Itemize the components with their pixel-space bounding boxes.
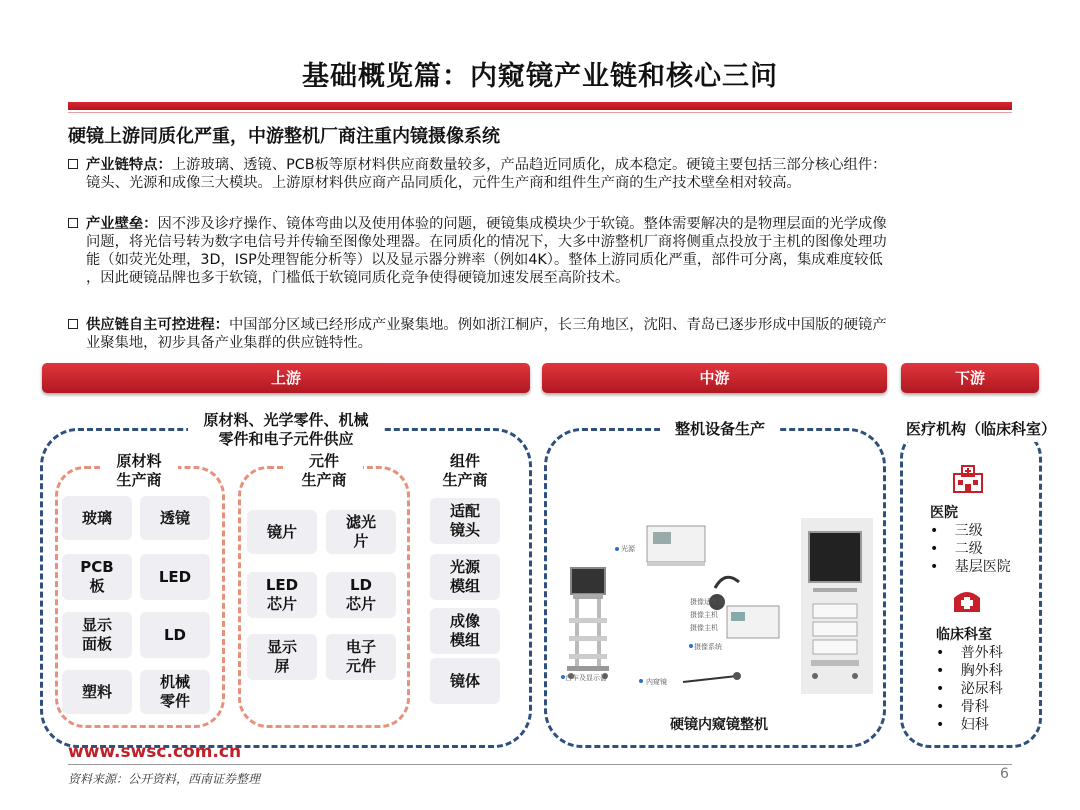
section-subtitle: 硬镜上游同质化严重，中游整机厂商注重内镜摄像系统 [68, 126, 500, 147]
clinic-dept-label: 普外科 [960, 645, 1003, 661]
bullet-line: ，因此硬镜品牌也多于软镜，门槛低于软镜同质化竞争使得硬镜加速发展至高阶技术。 [86, 270, 630, 286]
assembly-item-box: 光源 模组 [430, 554, 500, 600]
bullet-line: 中国部分区域已经形成产业聚集地。例如浙江桐庐，长三角地区，沈阳、青岛已逐步形成中国版的硬镜产 [228, 317, 887, 333]
hospital-title: 医院 [930, 505, 958, 521]
raw-item-box: 透镜 [140, 496, 210, 540]
hospital-level: • 二级 [930, 541, 983, 557]
bullet-line: 业聚集地，初步具备产业集群的供应链特性。 [86, 335, 372, 351]
bullet-line: 因不涉及诊疗操作、镜体弯曲以及使用体验的问题，硬镜集成模块少于软镜。整体需要解决的是物理层面的光学成像 [157, 216, 887, 232]
clinic-dept-label: 泌尿科 [960, 681, 1003, 697]
raw-item-box: LD [140, 612, 210, 658]
component-item-box: 电子 元件 [326, 634, 396, 680]
raw-material-header-line: 生产商 [116, 471, 162, 489]
assembly-header [430, 452, 500, 492]
raw-item-box: 机械 零件 [140, 670, 210, 714]
checkbox-bullet-icon [68, 319, 78, 329]
tower-icon [801, 518, 873, 694]
clinic-dept: • 泌尿科 [936, 681, 1003, 697]
label-camera-unit: 摄像主机 [690, 624, 718, 632]
upstream-group-label-line: 零件和电子元件供应 [218, 430, 354, 448]
checkbox-bullet-icon [68, 159, 78, 169]
clinic-dept: • 胸外科 [936, 663, 1003, 679]
assembly-header-line: 生产商 [442, 471, 488, 489]
bullet-line: 能（如荧光处理，3D，ISP处理智能分析等）以及显示器分辨率（例如4K）。整体上游同质化严重，部件可分离，集成难度较低 [86, 252, 883, 268]
page-title: 基础概览篇：内窥镜产业链和核心三问 [302, 61, 778, 92]
bullet-line: 问题，将光信号转为数字电信号并传输至图像处理器。在同质化的情况下，大多中游整机厂商将侧重点投放于主机的图像处理功 [86, 234, 887, 250]
bullet-chain-features [68, 156, 1018, 192]
component-item-box: LED 芯片 [247, 572, 317, 618]
band-downstream: 下游 [901, 363, 1039, 393]
clinic-dept-label: 胸外科 [960, 663, 1003, 679]
footer-url[interactable]: www.swsc.com.cn [68, 742, 242, 762]
downstream-header: 医疗机构（临床科室） [893, 420, 1069, 442]
component-header-line: 生产商 [301, 471, 347, 489]
label-camera-system: 摄像系统 [694, 643, 722, 651]
bullet-line: 上游玻璃、透镜、PCB板等原材料供应商数量较多，产品趋近同质化，成本稳定。硬镜主要包括三部分核心组件： [171, 157, 887, 173]
component-item-box: 滤光 片 [326, 510, 396, 554]
assembly-item-box: 镜体 [430, 658, 500, 704]
upstream-group-label-line: 原材料、光学零件、机械 [203, 411, 369, 429]
clinic-title: 临床科室 [936, 627, 992, 643]
clinic-dept-label: 骨科 [960, 699, 989, 715]
component-item-box: 显示 屏 [247, 634, 317, 680]
raw-item-box: 玻璃 [62, 496, 132, 540]
label-light-source: 光源 [621, 545, 635, 553]
footer-divider [68, 764, 1012, 765]
hospital-level-label: 基层医院 [954, 559, 1011, 575]
label-cart-display: 台车及显示器 [565, 674, 607, 682]
raw-item-box: 显示 面板 [62, 612, 132, 658]
camera-unit-icon [709, 577, 779, 638]
assembly-header-line: 组件 [449, 452, 480, 470]
raw-material-header-line: 原材料 [116, 452, 162, 470]
bullet-head: 产业壁垒： [86, 216, 158, 232]
upstream-group-label [188, 411, 384, 451]
bullet-industry-barriers [68, 215, 1018, 287]
component-item-box: LD 芯片 [326, 572, 396, 618]
clinic-dept: • 妇科 [936, 717, 989, 733]
raw-item-box: PCB 板 [62, 554, 132, 600]
hospital-level: • 基层医院 [930, 559, 1011, 575]
label-camera-adapter: 摄像适配器 [690, 598, 725, 606]
bullet-head: 产业链特点： [86, 157, 172, 173]
band-midstream: 中游 [542, 363, 887, 393]
source-note: 资料来源：公开资料，西南证券整理 [68, 772, 261, 786]
cart-icon [567, 568, 609, 679]
clinic-dept: • 普外科 [936, 645, 1003, 661]
clinic-dept-label: 妇科 [960, 717, 989, 733]
hospital-icon [948, 462, 988, 494]
checkbox-bullet-icon [68, 218, 78, 228]
label-camera-head: 摄像主机 [690, 611, 718, 619]
light-source-icon [647, 526, 705, 566]
clinic-icon [950, 586, 984, 616]
raw-material-header [100, 452, 178, 492]
midstream-header: 整机设备生产 [660, 420, 780, 442]
hospital-level-label: 二级 [954, 541, 983, 557]
bullet-line: 镜头、光源和成像三大模块。上游原材料供应商产品同质化，元件生产商和组件生产商的生产技术壁垒相对较高。 [86, 175, 801, 191]
page-number: 6 [1000, 766, 1009, 782]
hospital-level: • 三级 [930, 523, 983, 539]
raw-item-box: 塑料 [62, 670, 132, 714]
raw-item-box: LED [140, 554, 210, 600]
component-header [285, 452, 363, 492]
midstream-caption: 硬镜内窥镜整机 [644, 716, 794, 736]
bullet-head: 供应链自主可控进程： [86, 317, 229, 333]
clinic-dept: • 骨科 [936, 699, 989, 715]
assembly-item-box: 适配 镜头 [430, 498, 500, 544]
component-item-box: 镜片 [247, 510, 317, 554]
hospital-level-label: 三级 [954, 523, 983, 539]
band-upstream: 上游 [42, 363, 530, 393]
scope-icon [683, 672, 741, 682]
label-endoscope: 内窥镜 [646, 678, 667, 686]
title-underline-bar [68, 102, 1012, 110]
component-header-line: 元件 [308, 452, 339, 470]
assembly-item-box: 成像 模组 [430, 608, 500, 654]
title-underline-thin [68, 112, 1012, 113]
bullet-supply-chain [68, 316, 1018, 352]
